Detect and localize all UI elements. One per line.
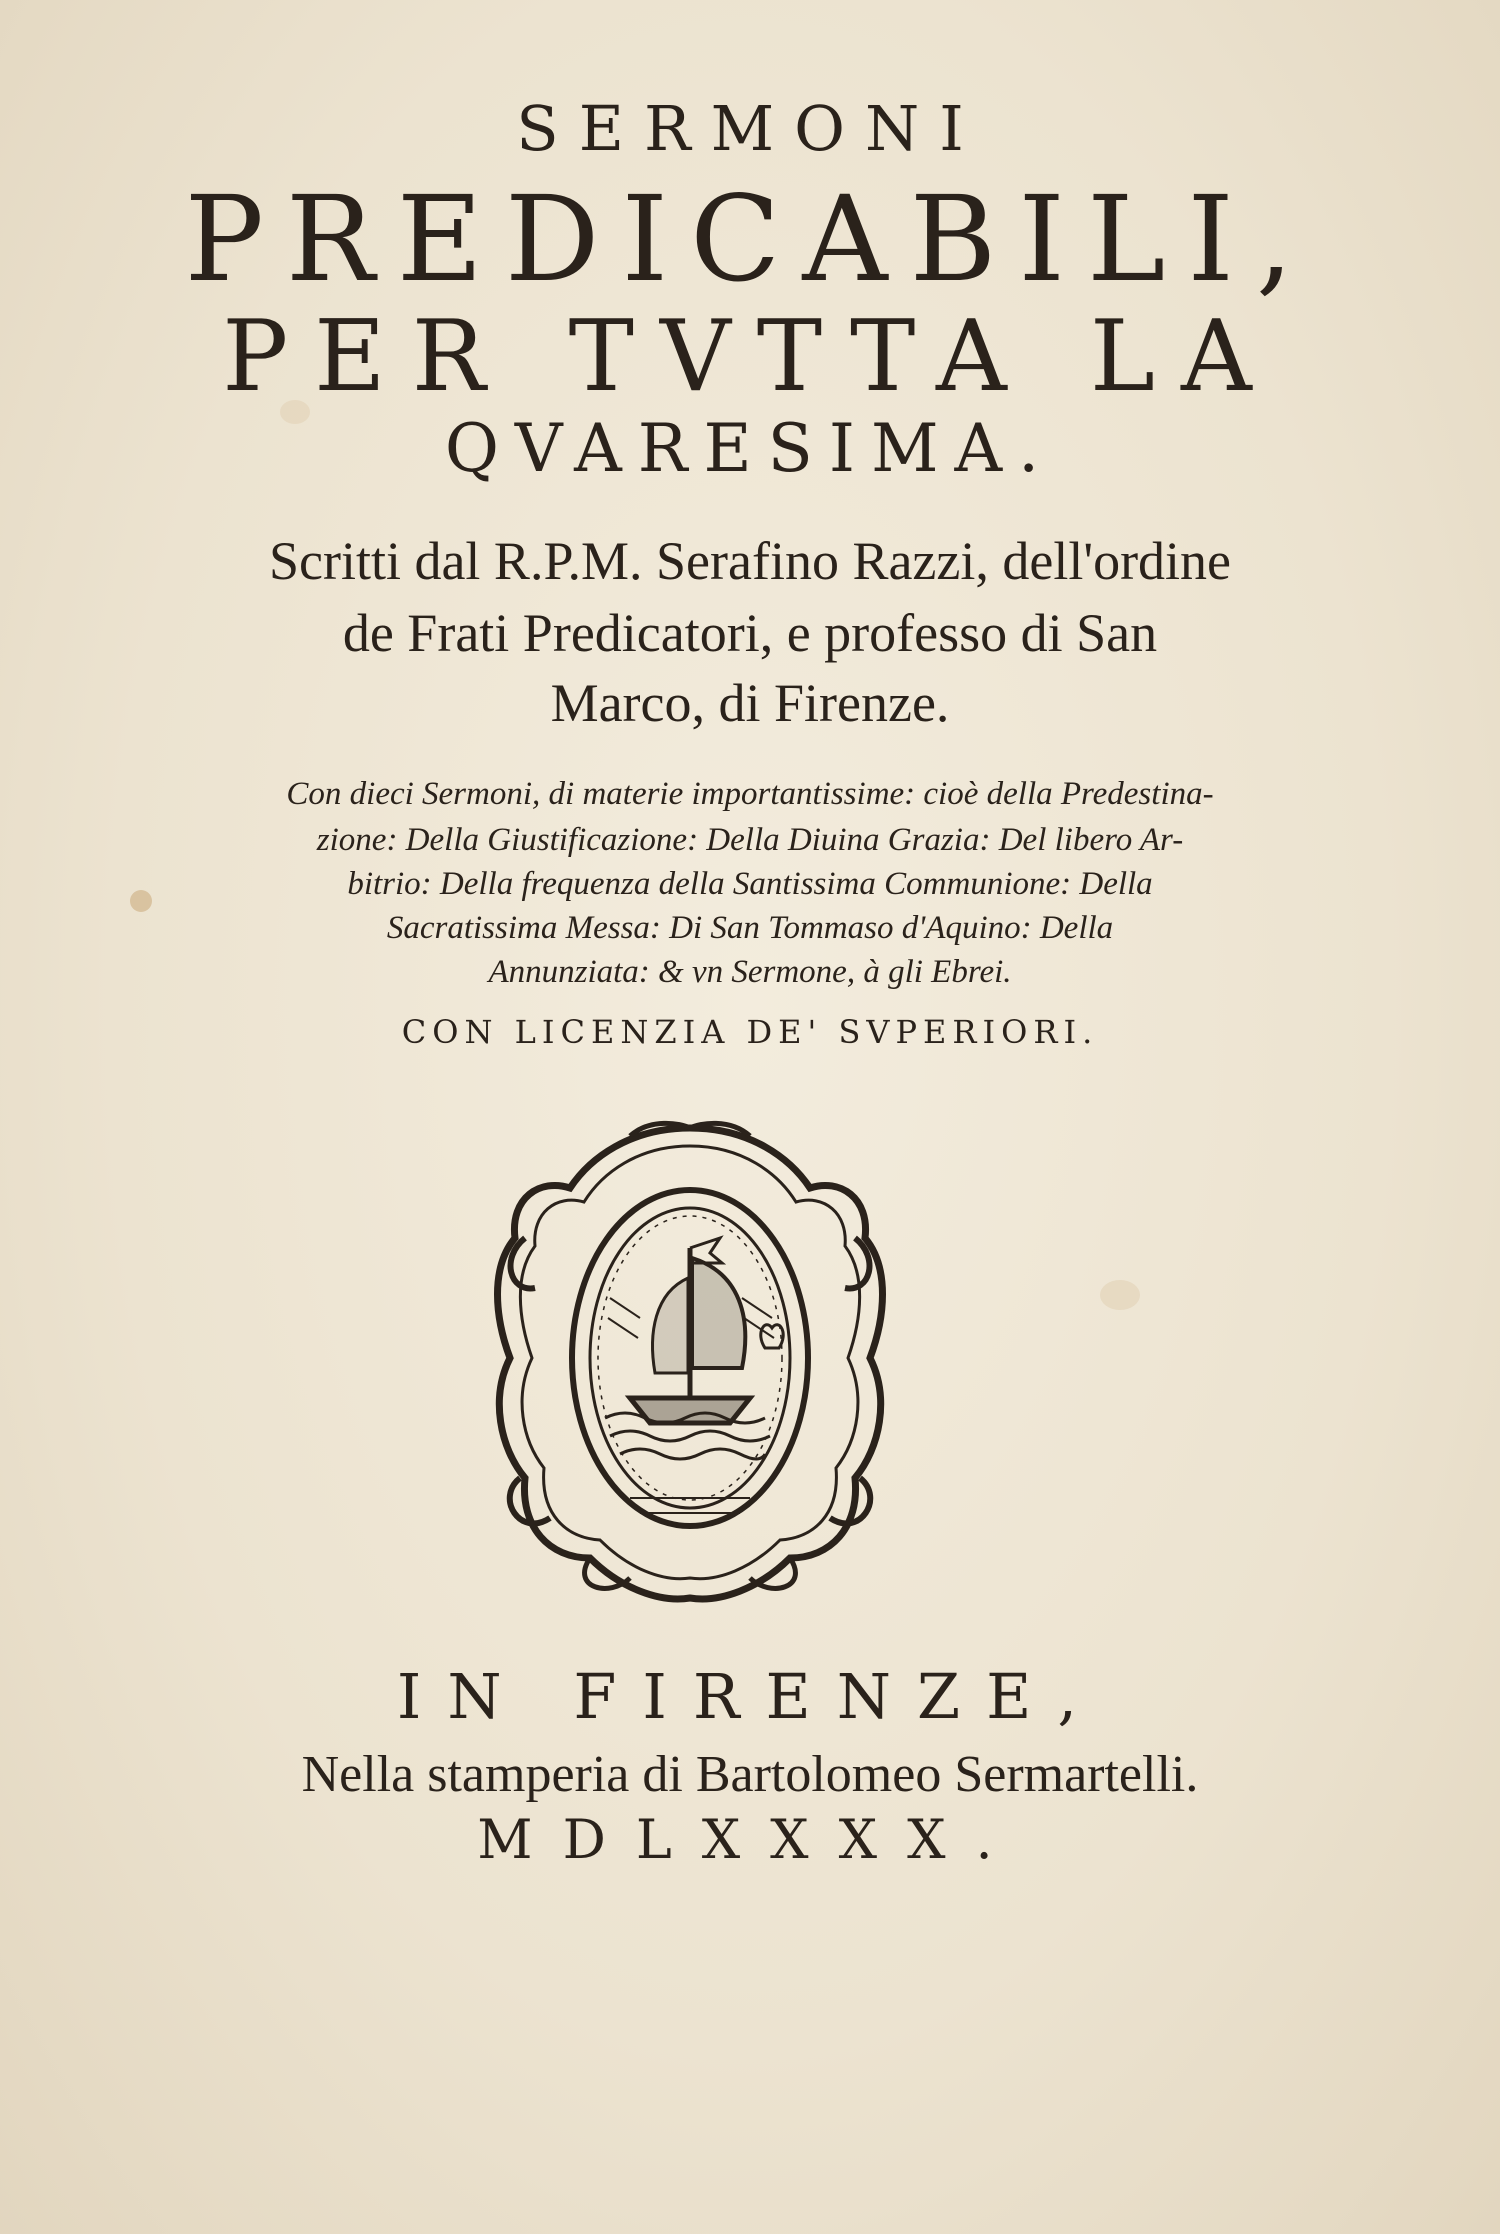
contents-line-4: Sacratissima Messa: Di San Tommaso d'Aquino: Della [386, 910, 1114, 946]
contents-line-3: bitrio: Della frequenza della Santissima Communione: Della [347, 866, 1153, 902]
title-line-1: SERMONI [516, 92, 984, 165]
printers-device-ship-emblem [480, 1118, 900, 1608]
imprint-city: IN FIRENZE, [396, 1660, 1104, 1733]
imprint-printer: Nella stamperia di Bartolomeo Sermartelli. [301, 1746, 1199, 1803]
contents-line-5: Annunziata: & vn Sermone, à gli Ebrei. [488, 954, 1012, 990]
author-line-3: Marco, di Firenze. [550, 673, 950, 733]
title-line-4: QVARESIMA. [444, 410, 1056, 487]
title-line-3: PER TVTTA LA [222, 300, 1278, 414]
author-line-1: Scritti dal R.P.M. Serafino Razzi, dell'ordine [268, 531, 1232, 591]
license-line: CON LICENZIA DE' SVPERIORI. [401, 1013, 1099, 1051]
title-line-2: PREDICABILI, [184, 170, 1316, 308]
contents-line-2: zione: Della Giustificazione: Della Diuina Grazia: Del libero Ar- [316, 822, 1184, 858]
author-line-2: de Frati Predicatori, e professo di San [342, 603, 1158, 663]
imprint-year: MDLXXXX. [477, 1808, 1023, 1871]
contents-line-1: Con dieci Sermoni, di materie importantissime: cioè della Predestina- [286, 776, 1214, 812]
paper-stain [1100, 1280, 1140, 1310]
